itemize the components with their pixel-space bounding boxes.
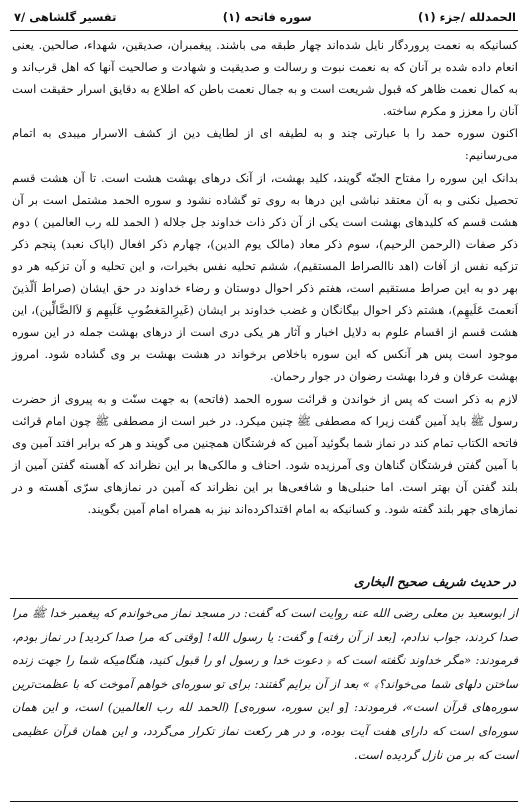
header-rule [10, 30, 518, 31]
hadith-text: از ابوسعید بن معلی رضی الله عنه روایت است که گفت: در مسجد نماز می‌خواندم که پیغمبر خدا ﷺ مرا صدا کردند، جواب ندادم، [بعد از آن رفته] و گفت: یا رسول الله! [وقتی که مرا صدا کردید] در نماز بودم، فرمودند: «مگر خداوند نگفته است که ﴿ دعوت خدا و رسول او را قبول کنید، هنگامیکه شما را جهت زنده ساختن دلهای شما می‌خواند؟﴾ » بعد از آن برایم گفتند: برای تو سوره‌ای خواهم آموخت که با عظمت‌ترین سوره‌های قرآن است»، فرمودند: [و این سوره، سوره‌ی] (الحمد لله رب العالمین) است، و این همان سوره‌ای است که دارای هفت آیت بوده، و در هر رکعت نماز تکرار می‌گردد، و این همان قرآن عظیمی است که بر من نازل گردیده است. [12, 606, 518, 762]
paragraph: اکنون سوره حمد را با عبارتی چند و به لطیفه ای از لطایف دین از کشف الاسرار میبدی به اتمام می‌رسانیم: [12, 126, 518, 163]
body-text [12, 34, 518, 520]
paragraph: لازم به ذکر است که پس از خواندن و قرائت سوره الحمد (فاتحه) به جهت سنّت و به پیروی از حضرت رسول ﷺ باید آمین گفت زیرا که مصطفی ﷺ چنین میکرد. در خبر است از مصطفی ﷺ چون امام قرائت فاتحه الکتاب تمام کند در نماز شما بگوئید آمین که فرشتگان همچنین می گویند و هر که برابر افتد آمین وی با آمین گفتن فرشتگان گناهان وی آمرزیده شود. احناف و مالکی‌ها بر این نظراند که آهسته گفتن آمین از بلند گفتن آن بهتر است. اما حنبلی‌ها و شافعی‌ها بر این نظراند که آمین در نمازهای سرّی آهسته و در نمازهای جهر بلند گفته شود. و کسانیکه به امام اقتداکرده‌اند نیز به همراه امام آمین بگویند. [12, 391, 518, 516]
paragraph: بدانک این سوره را مفتاح الجنّه گویند، کلید بهشت، از آنک درهای بهشت هشت است. تا آن هشت قسم تحصیل نکنی و به آن معتقد نباشی این درها به روی تو گشاده نشود و سوره الحمد مشتمل است بر آن هشت قسم که کلیدهای بهشت است یکی از آن ذکر ذات خداوند جل جلاله ( الحمد لله رب العالمین ) دوم ذکر صفات (الرحمن الرحیم)، سوم ذکر معاد (مالک یوم الدین)، چهارم ذکر افعال (ایاک نعبد) پنجم ذکر تزکیه نفس از آفات (اهد ناالصراط المستقیم)، ششم تحلیه نفس بخیرات، و این تحلیه و آن تزکیه هر دو بهر دو به این صراط مستقیم است، هفتم ذکر احوال دوستان و رضاء خداوند در حق ایشان (صراط اَلّذینَ اَنعمتَ عَلَیهِم)، هشتم ذکر احوال بیگانگان و غضب خداوند بر ایشان (غَیرِالمَغضُوبِ عَلَیهِم وَ لاَالضَّالِّین)، این هشت قسم از اقسام علوم به دلایل اخبار و آثار هر یکی دری است از درهای بهشت جمله در این سوره موجود است پس هر آنکس که این سوره باخلاص برخواند در هشت بهشت بر وی گشاده شود. امروز بهشت عرفان و فردا بهشت رضوان در جوار رحمان. [12, 170, 518, 384]
surah-label: سوره فاتحه (۱) [222, 10, 312, 24]
part-label: الحمدلله /جزء (۱) [418, 10, 516, 24]
book-title: تفسیر گلشاهی /۷ [14, 10, 117, 24]
paragraph: کسانیکه به نعمت پروردگار نایل شده‌اند چهار طبقه می باشند. پیغمبران، صدیقین، شهداء، صالحین. یعنی انعام داده شده بر آنان که به نعمت نبوت و رسالت و صدیقیت و شهادت و صالحیت آنها که اهل قرب‌اند و به کمال نعمت ظاهر که قبول شریعت است و به جمال نعمت باطن که اطلاع به دقایق اسرار حقیقت است آنان را معزز و مکرم ساخته. [12, 38, 518, 119]
hadith-heading: در حدیث شریف صحیح البخاری [353, 574, 516, 589]
page-header [14, 6, 516, 28]
